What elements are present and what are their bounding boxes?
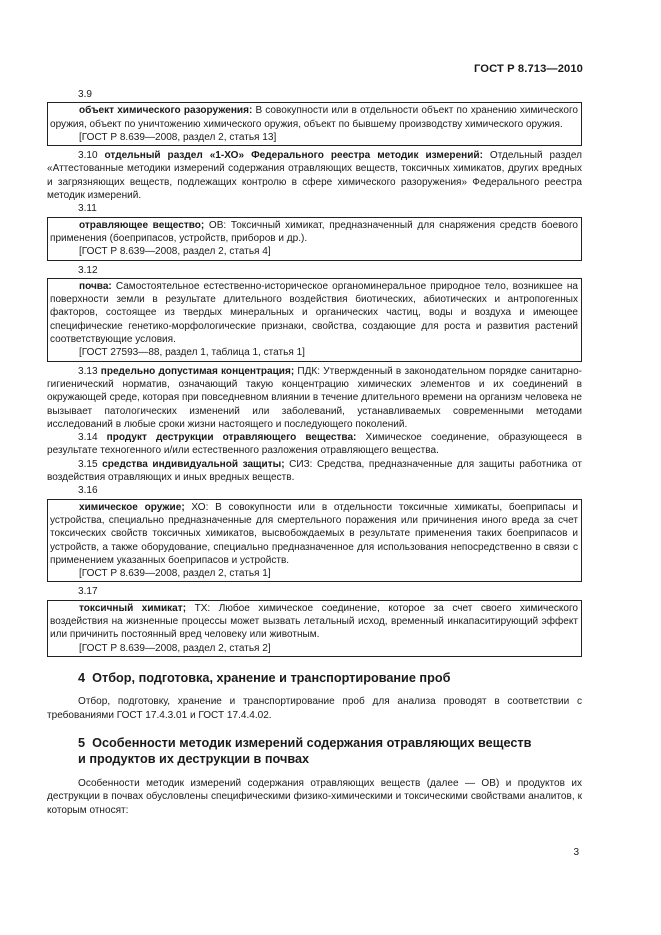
page-content xyxy=(47,88,582,817)
term-text: Химическое соединение, образующееся в результате техногенного и/или естественного разложения отравляющего вещества. xyxy=(47,432,582,457)
term-text: ТХ: Любое химическое соединение, которое за счет своего химического воздействия на жизненные процессы может вызвать летальный исход, временный инкапаситирующий эффект или причинить постоянный вред человеку или животным. xyxy=(50,602,578,641)
section-paragraph: Отбор, подготовку, хранение и транспортирование проб для анализа проводят в соответствии с требованиями ГОСТ 17.4.3.01 и ГОСТ 17.4.4.02. xyxy=(47,696,582,721)
term-name: предельно допустимая концентрация; xyxy=(100,365,295,377)
section-title-continuation: и продуктов их деструкции в почвах xyxy=(78,752,310,767)
term-source: [ГОСТ Р 8.639—2008, раздел 2, статья 2] xyxy=(79,642,271,654)
term-source: [ГОСТ Р 8.639—2008, раздел 2, статья 1] xyxy=(79,568,271,580)
section-heading xyxy=(47,735,582,768)
term-number: 3.10 xyxy=(78,150,98,162)
section-title: Особенности методик измерений содержания отравляющих веществ xyxy=(92,735,532,750)
term-text: В совокупности или в отдельности объект по хранению химического оружия, объект по уничтожению химического оружия, объект по бывшему производству химического оружия. xyxy=(50,105,578,130)
term-number: 3.13 xyxy=(78,365,98,377)
term-definition xyxy=(50,602,578,642)
section-paragraph: Особенности методик измерений содержания отравляющих веществ (далее — ОВ) и продуктов их деструкции в почвах обусловлены специфическими физико-химическими и токсическими свойствами аналитов, к которым относят: xyxy=(47,777,582,816)
section-title: Отбор, подготовка, хранение и транспортирование проб xyxy=(92,670,451,685)
term-text: Самостоятельное естественно-историческое органоминеральное природное тело, возникшее на поверхности земли в результате длительного воздействия биотических, абиотических и антропогенных факторов, состоящее из твердых минеральных и органических частиц, воды и воздуха и имеющее специфические генетико-морфологические признаки, свойства, создающие для роста и развития растений соответствующие условия. xyxy=(50,280,578,346)
term-name: отравляющее вещество; xyxy=(79,219,205,231)
term-text: ХО: В совокупности или в отдельности токсичные химикаты, боеприпасы и устройства, специально предназначенные для смертельного поражения или причинения иного вреда за счет токсических свойств токсичных химикатов, высвобождаемых в результате применения таких боеприпасов и устройств, а также оборудование, специально предназначенное для использования непосредственно в связи с применением указанных боеприпасов и устройств. xyxy=(50,501,578,566)
section-heading xyxy=(47,670,582,687)
term-box xyxy=(47,278,582,362)
term-text: ПДК: Утвержденный в законодательном порядке санитарно-гигиенический норматив, означающий такую концентрацию химических элементов и их соединений в окружающей среде, которая при повседневном влиянии в течение длительного времени на организм человека не вызывает патологических изменений или заболеваний, устанавливаемых современными методами исследований в любые сроки жизни настоящего и последующего поколений. xyxy=(47,365,582,430)
term-box xyxy=(47,499,582,583)
term-number: 3.16 xyxy=(78,485,98,497)
term-number: 3.12 xyxy=(78,264,98,276)
term-source: [ГОСТ 27593—88, раздел 1, таблица 1, статья 1] xyxy=(79,347,305,359)
term-number: 3.17 xyxy=(78,586,98,598)
term-name: отдельный раздел «1-ХО» Федерального реестра методик измерений: xyxy=(104,150,483,162)
term-name: продукт деструкции отравляющего вещества: xyxy=(106,432,357,444)
term-name: объект химического разоружения: xyxy=(79,105,253,117)
term-definition xyxy=(50,104,578,131)
term-definition xyxy=(47,458,582,485)
page-number: 3 xyxy=(573,847,579,858)
term-definition xyxy=(47,365,582,431)
term-box xyxy=(47,217,582,261)
term-number: 3.15 xyxy=(78,458,98,470)
section-number: 5 xyxy=(78,735,86,750)
term-name: почва: xyxy=(79,280,112,292)
term-name: химическое оружие; xyxy=(79,501,185,513)
term-definition xyxy=(47,431,582,458)
term-name: токсичный химикат; xyxy=(79,602,187,614)
term-number: 3.14 xyxy=(78,432,98,444)
document-code: ГОСТ Р 8.713—2010 xyxy=(474,63,583,75)
term-definition xyxy=(50,280,578,346)
term-source: [ГОСТ Р 8.639—2008, раздел 2, статья 4] xyxy=(79,246,271,258)
term-number: 3.11 xyxy=(78,203,97,215)
term-text: ОВ: Токсичный химикат, предназначенный для снаряжения средств боевого применения (боеприпасов, устройств, приборов и др.). xyxy=(50,219,578,244)
section-number: 4 xyxy=(78,670,86,685)
term-text: Отдельный раздел «Аттестованные методики измерений содержания отравляющих веществ, токсичных химикатов, других вредных и загрязняющих веществ, подлежащих контролю в сфере химического разоружения» Федерального реестра методик измерений. xyxy=(47,150,582,202)
term-source: [ГОСТ Р 8.639—2008, раздел 2, статья 13] xyxy=(79,131,277,143)
term-text: СИЗ: Средства, предназначенные для защиты работника от воздействия отравляющих и иных вредных веществ. xyxy=(47,458,582,484)
term-box xyxy=(47,600,582,657)
term-box xyxy=(47,102,582,146)
term-name: средства индивидуальной защиты; xyxy=(102,458,285,470)
term-definition xyxy=(47,149,582,202)
term-definition xyxy=(50,219,578,246)
term-definition xyxy=(50,501,578,567)
term-number: 3.9 xyxy=(78,89,92,100)
